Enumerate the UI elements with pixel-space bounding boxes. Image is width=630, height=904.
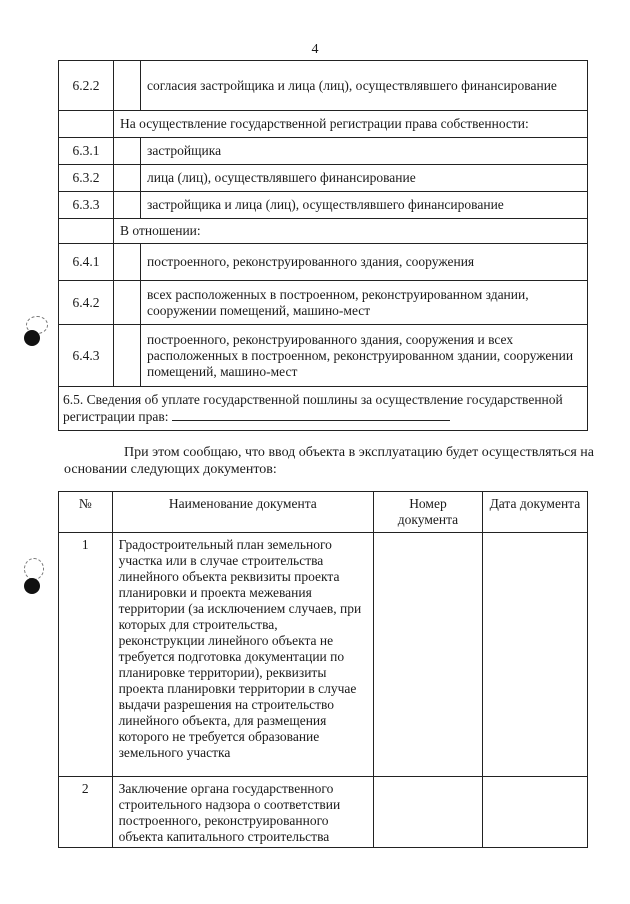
row-number: 6.2.2 <box>59 61 114 111</box>
table-row <box>59 192 588 219</box>
section-header: На осуществление государственной регистрации права собственности: <box>114 111 588 138</box>
fee-cell <box>59 387 588 431</box>
document-date-cell[interactable] <box>482 533 587 777</box>
documents-table <box>58 491 588 848</box>
row-number: 1 <box>59 533 113 777</box>
fee-label: 6.5. Сведения об уплате государственной пошлины за осуществление государственной регистрации прав: <box>63 392 563 424</box>
empty-cell <box>59 219 114 244</box>
table-row <box>59 325 588 387</box>
checkbox-cell[interactable] <box>114 165 141 192</box>
table-row <box>59 244 588 281</box>
table-row <box>59 281 588 325</box>
statement-paragraph: При этом сообщаю, что ввод объекта в эксплуатацию будет осуществляться на основании следующих документов: <box>64 445 594 477</box>
col-header-doc-number: Номер документа <box>374 492 483 533</box>
table-row <box>59 533 588 777</box>
document-name: Заключение органа государственного строительного надзора о соответствии построенного, реконструированного объекта капитального строительства <box>112 777 374 848</box>
row-text: согласия застройщика и лица (лиц), осуществлявшего финансирование <box>141 61 588 111</box>
row-number: 6.3.3 <box>59 192 114 219</box>
row-number: 6.3.2 <box>59 165 114 192</box>
checkbox-cell[interactable] <box>114 192 141 219</box>
empty-cell <box>59 111 114 138</box>
document-name: Градостроительный план земельного участка или в случае строительства линейного объекта реквизиты проекта планировки и проекта межевания территории (за исключением случаев, при которых для строительства, реконструкции линейного объекта не требуется подготовка документации по планировке территории), реквизиты проекта планировки территории в случае выдачи разрешения на строительство линейного объекта, для размещения которого не требуется образование земельного участка <box>112 533 374 777</box>
col-header-doc-date: Дата документа <box>482 492 587 533</box>
row-number: 6.3.1 <box>59 138 114 165</box>
binder-hole-ring <box>24 558 44 580</box>
checkbox-cell[interactable] <box>114 138 141 165</box>
table-row <box>59 138 588 165</box>
row-text: лица (лиц), осуществлявшего финансирование <box>141 165 588 192</box>
row-text: построенного, реконструированного здания, сооружения и всех расположенных в построенном, реконструированном здании, сооружении помещений, машино-мест <box>141 325 588 387</box>
checkbox-cell[interactable] <box>114 61 141 111</box>
binder-hole <box>24 578 40 594</box>
table-row <box>59 165 588 192</box>
document-number-cell[interactable] <box>374 533 483 777</box>
section-header: В отношении: <box>114 219 588 244</box>
permissions-table <box>58 60 588 431</box>
binder-hole <box>24 330 40 346</box>
row-text: всех расположенных в построенном, реконструированном здании, сооружении помещений, машино-мест <box>141 281 588 325</box>
row-text: застройщика и лица (лиц), осуществлявшего финансирование <box>141 192 588 219</box>
document-number-cell[interactable] <box>374 777 483 848</box>
checkbox-cell[interactable] <box>114 325 141 387</box>
table-row <box>59 777 588 848</box>
page-number: 4 <box>311 42 319 57</box>
row-text: застройщика <box>141 138 588 165</box>
row-number: 6.4.3 <box>59 325 114 387</box>
document-date-cell[interactable] <box>482 777 587 848</box>
checkbox-cell[interactable] <box>114 244 141 281</box>
row-text: построенного, реконструированного здания, сооружения <box>141 244 588 281</box>
fee-row <box>59 387 588 431</box>
row-number: 6.4.1 <box>59 244 114 281</box>
col-header-num: № <box>59 492 113 533</box>
row-number: 6.4.2 <box>59 281 114 325</box>
section-header-row <box>59 219 588 244</box>
row-number: 2 <box>59 777 113 848</box>
col-header-name: Наименование документа <box>112 492 374 533</box>
header-row <box>59 492 588 533</box>
section-header-row <box>59 111 588 138</box>
fee-blank-line[interactable] <box>172 408 450 421</box>
checkbox-cell[interactable] <box>114 281 141 325</box>
table-row <box>59 61 588 111</box>
